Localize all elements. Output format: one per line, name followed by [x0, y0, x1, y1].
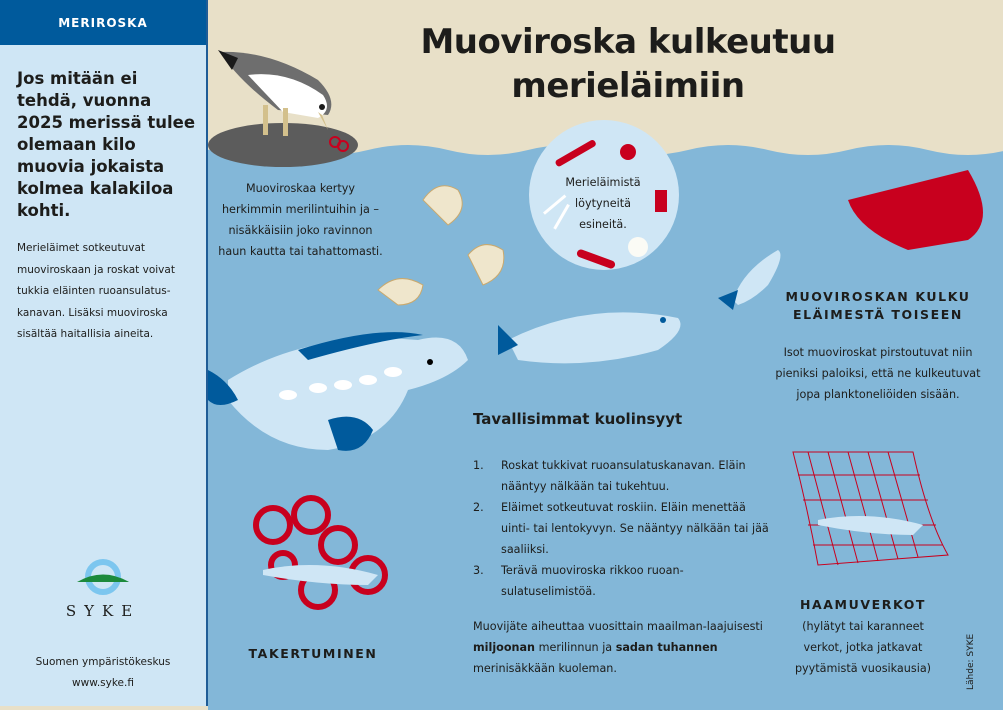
mortality-summary [473, 616, 773, 679]
section-label: MERIROSKA [0, 0, 206, 45]
source-credit: Lähde: SYKE [966, 633, 976, 690]
list-text: Terävä muoviroska rikkoo ruoan-sulatuselimistöä. [501, 564, 684, 598]
list-number: 3. [473, 564, 484, 577]
seagull-icon [208, 50, 358, 167]
list-item [473, 455, 773, 497]
intro-text: Merieläimet sotkeutuvat muoviroskaan ja roskat voivat tukkia eläinten ruoansulatus-kanavan. Lisäksi muoviroska sisältää haitallisia aineita. [17, 242, 175, 340]
organization [0, 652, 206, 694]
summary-highlight-mammals: sadan tuhannen [615, 641, 718, 654]
birds-caption: Muoviroskaa kertyy herkimmin merilintuihin ja –nisäkkäisiin joko ravinnon haun kautta tai tahattomasti. [218, 182, 383, 258]
entanglement-label: TAKERTUMINEN [248, 646, 378, 661]
causes-list [473, 455, 773, 602]
transfer-heading [768, 288, 988, 324]
org-url[interactable]: www.syke.fi [72, 677, 134, 689]
org-name: Suomen ympäristökeskus [35, 656, 171, 668]
title-line-1: Muoviroska kulkeutuu [420, 22, 836, 62]
list-number: 1. [473, 459, 484, 472]
list-text: Eläimet sotkeutuvat roskiin. Eläin menettää uinti- tai lentokyvyn. Se nääntyy nälkään tai jää saaliiksi. [501, 501, 769, 556]
summary-highlight-birds: miljoonan [473, 641, 536, 654]
transfer-heading-line-1: MUOVIROSKAN KULKU [785, 289, 971, 304]
summary-text: merilinnun ja [535, 641, 616, 654]
transfer-text: Isot muoviroskat pirstoutuvat niin pieniksi paloiksi, että ne kulkeutuvat jopa planktoneliöiden sisään. [775, 346, 981, 401]
infographic [208, 0, 1003, 710]
ghostnets-label: HAAMUVERKOT [799, 597, 927, 612]
list-number: 2. [473, 501, 484, 514]
logo-wordmark: SYKE [65, 602, 141, 620]
ghostnets-text: (hylätyt tai karanneet verkot, jotka jatkavat pyytämistä vuosikausia) [794, 620, 932, 675]
list-item [473, 497, 773, 560]
summary-text: Muovijäte aiheuttaa vuosittain maailman-laajuisesti [473, 620, 763, 633]
page-title [358, 20, 898, 108]
lead-statement: Jos mitään ei tehdä, vuonna 2025 merissä tulee olemaan kilo muovia jokaista kolmea kalakiloa kohti. [17, 69, 196, 220]
causes-title: Tavallisimmat kuolinsyyt [473, 410, 683, 428]
sidebar [0, 0, 208, 706]
title-line-2: merieläimiin [511, 66, 745, 106]
items-caption: Merieläimistä löytyneitä esineitä. [565, 176, 641, 231]
list-text: Roskat tukkivat ruoansulatuskanavan. Eläin nääntyy nälkään tai tukehtuu. [501, 459, 746, 493]
summary-text: merinisäkkään kuoleman. [473, 662, 617, 675]
transfer-heading-line-2: ELÄIMESTÄ TOISEEN [793, 307, 963, 322]
list-item [473, 560, 773, 602]
